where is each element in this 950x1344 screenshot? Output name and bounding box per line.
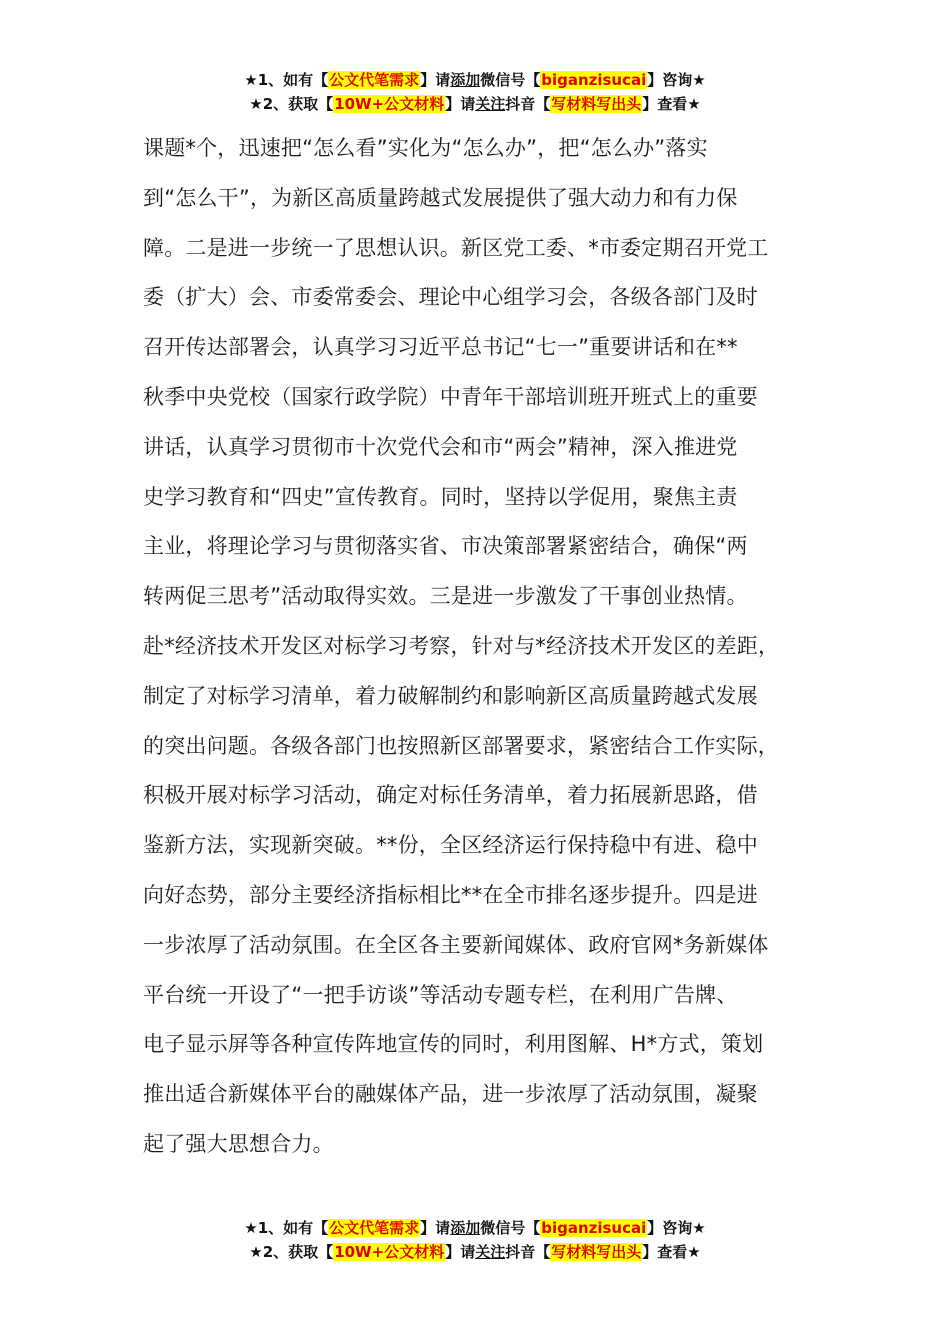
body-line: 一步浓厚了活动氛围。在全区各主要新闻媒体、政府官网*务新媒体 [143,932,769,957]
banner-line-1 [0,1216,950,1240]
banner-text: ★2、获取【 [249,1243,334,1261]
highlight-text: 公文代笔需求 [329,1219,420,1237]
banner-text: 微信号【 [480,71,541,89]
banner-text: 】请 [445,1243,476,1261]
banner-text: 】查看★ [642,1243,701,1261]
body-line: 积极开展对标学习活动，确定对标任务清单，着力拓展新思路，借 [143,783,758,808]
banner-text: 抖音【 [505,1243,551,1261]
body-line: 向好态势，部分主要经济指标相比**在全市排名逐步提升。四是进 [143,882,758,907]
highlight-text: 写材料写出头 [551,1243,642,1261]
body-line: 召开传达部署会，认真学习习近平总书记“七一”重要讲话和在** [143,335,738,360]
highlight-text: biganzisucai [541,1219,647,1237]
highlight-text: 10W+公文材料 [334,95,445,113]
banner-text: ★1、如有【 [244,1219,329,1237]
body-paragraph [143,124,815,1170]
banner-text: ★1、如有【 [244,71,329,89]
body-line: 推出适合新媒体平台的融媒体产品，进一步浓厚了活动氛围，凝聚 [143,1082,758,1107]
banner-text: 】咨询★ [647,1219,706,1237]
body-line: 委（扩大）会、市委常委会、理论中心组学习会，各级各部门及时 [143,285,758,310]
body-line: 到“怎么干”，为新区高质量跨越式发展提供了强大动力和有力保 [143,185,738,210]
highlight-text: 写材料写出头 [551,95,642,113]
banner-text: 微信号【 [480,1219,541,1237]
banner-text: 】请 [420,1219,451,1237]
banner-text: 】咨询★ [647,71,706,89]
banner-line-2 [0,1240,950,1264]
banner-text: 】查看★ [642,95,701,113]
body-line: 平台统一开设了“一把手访谈”等活动专题专栏，在利用广告牌、 [143,982,738,1007]
body-line: 制定了对标学习清单，着力破解制约和影响新区高质量跨越式发展 [143,683,758,708]
body-line: 电子显示屏等各种宣传阵地宣传的同时，利用图解、H*方式，策划 [143,1032,764,1057]
header-banner [0,68,950,116]
banner-text: 抖音【 [505,95,551,113]
banner-line-1 [0,68,950,92]
banner-line-2 [0,92,950,116]
underlined-text: 关注 [475,1243,506,1261]
underlined-text: 添加 [450,1219,481,1237]
highlight-text: biganzisucai [541,71,647,89]
body-line: 秋季中央党校（国家行政学院）中青年干部培训班开班式上的重要 [143,384,758,409]
body-line: 主业，将理论学习与贯彻落实省、市决策部署紧密结合，确保“两 [143,534,748,559]
highlight-text: 10W+公文材料 [334,1243,445,1261]
banner-text: ★2、获取【 [249,95,334,113]
body-line: 赴*经济技术开发区对标学习考察，针对与*经济技术开发区的差距， [143,633,780,658]
body-line: 起了强大思想合力。 [143,1131,334,1156]
body-line: 史学习教育和“四史”宣传教育。同时，坚持以学促用，聚焦主责 [143,484,738,509]
body-line: 课题*个，迅速把“怎么看”实化为“怎么办”，把“怎么办”落实 [143,136,708,160]
body-line: 转两促三思考”活动取得实效。三是进一步激发了干事创业热情。 [143,584,748,609]
body-line: 鉴新方法，实现新突破。**份，全区经济运行保持稳中有进、稳中 [143,833,758,858]
underlined-text: 关注 [475,95,506,113]
body-line: 讲话，认真学习贯彻市十次党代会和市“两会”精神，深入推进党 [143,434,738,459]
footer-banner [0,1216,950,1264]
body-line: 的突出问题。各级各部门也按照新区部署要求，紧密结合工作实际， [143,733,779,758]
body-line: 障。二是进一步统一了思想认识。新区党工委、*市委定期召开党工 [143,235,769,260]
banner-text: 】请 [445,95,476,113]
highlight-text: 公文代笔需求 [329,71,420,89]
underlined-text: 添加 [450,71,481,89]
banner-text: 】请 [420,71,451,89]
